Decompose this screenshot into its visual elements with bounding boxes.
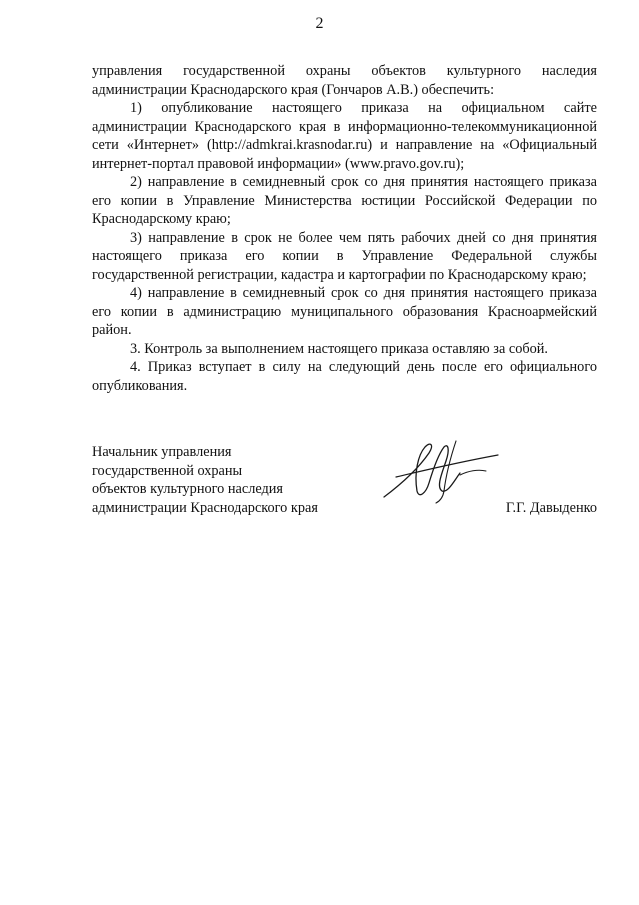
signer-title-line: объектов культурного наследия <box>92 481 283 497</box>
signature-block <box>92 443 597 517</box>
signer-title-line: Начальник управления <box>92 444 232 460</box>
page-number: 2 <box>315 15 324 32</box>
paragraph-item-2-justice-ministry: 2) направление в семидневный срок со дня принятия настоящего приказа его копии в Управление Министерства юстиции Российской Федерации по Краснодарскому краю; <box>92 174 597 227</box>
paragraph-effective-date-clause: 4. Приказ вступает в силу на следующий день после его официального опубликования. <box>92 359 597 394</box>
signer-title-line: администрации Краснодарского края <box>92 499 318 516</box>
signer-title-line: государственной охраны <box>92 462 243 479</box>
paragraph-intro-continuation: управления государственной охраны объектов культурного наследия администрации Краснодарского края (Гончаров А.В.) обеспечить: <box>92 63 597 98</box>
order-body-text <box>92 62 597 395</box>
handwritten-signature <box>374 431 504 509</box>
paragraph-item-1-publication: 1) опубликование настоящего приказа на официальном сайте администрации Краснодарского края в информационно-телекоммуникационной сети «Интернет» (http://admkrai.krasnodar.ru) и направление на «Официальный интернет-портал правовой информации» (www.pravo.gov.ru); <box>92 100 597 172</box>
paragraph-item-4-municipal-administration: 4) направление в семидневный срок со дня принятия настоящего приказа его копии в администрацию муниципального образования Красноармейский район. <box>92 285 597 338</box>
paragraph-item-3-registration-service: 3) направление в срок не более чем пять рабочих дней со дня принятия настоящего приказа его копии в Управление Федеральной службы государственной регистрации, кадастра и картографии по Краснодарскому краю; <box>92 229 597 283</box>
signer-name: Г.Г. Давыденко <box>505 499 597 516</box>
paragraph-control-clause: 3. Контроль за выполнением настоящего приказа оставляю за собой. <box>130 340 549 357</box>
